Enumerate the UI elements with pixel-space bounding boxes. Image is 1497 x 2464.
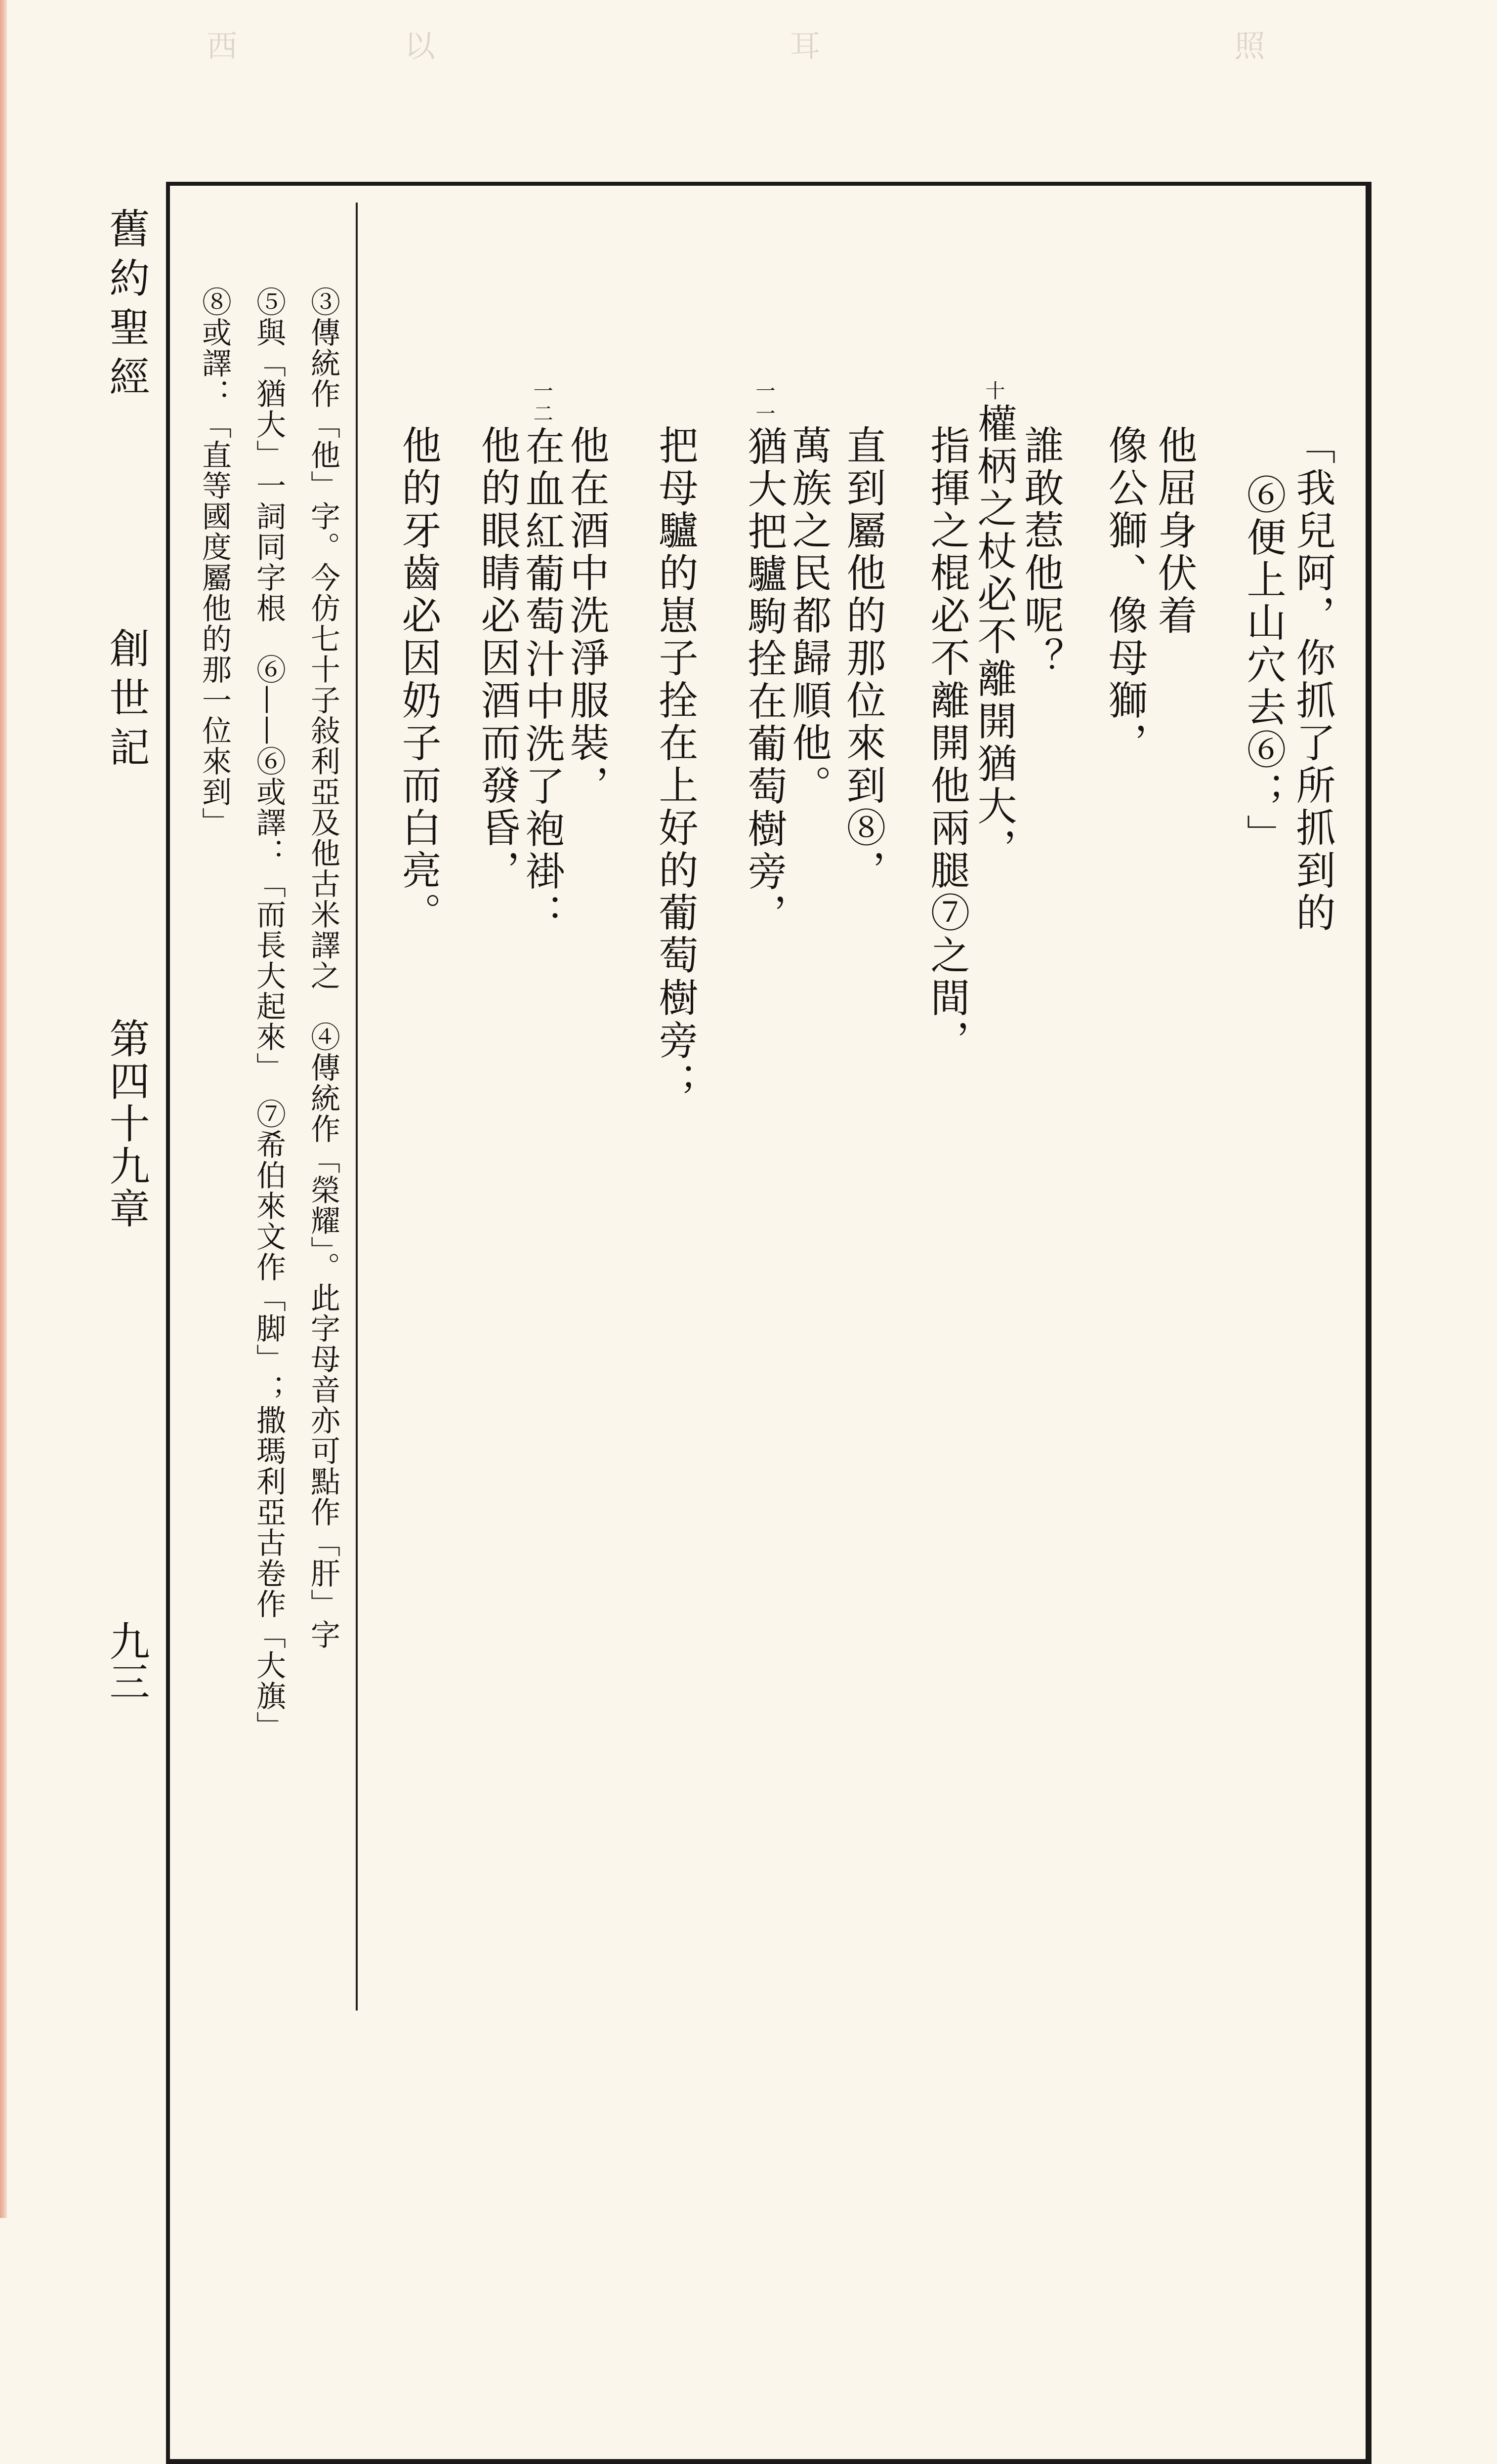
verse-line [474,425,520,2055]
footnote-line: ⑤與「猶大」一詞同字根 ⑥——⑥或譯：「而長大起來」 ⑦希伯來文作「脚」；撒瑪利亞古卷作「大旗」 [251,287,286,1742]
verse-text: 在血紅葡萄汁中洗了袍褂： [519,426,565,936]
verse-text: 誰敢惹他呢？ [1018,425,1064,680]
verse-line [395,425,441,2055]
verse-text: ⑥便上山穴去⑥；」 [1240,474,1286,857]
footnote-line: ③傳統作「他」字。今仿七十子敍利亞及他古米譯之 ④傳統作「榮耀」。此字母音亦可點作「肝」字 [306,287,340,1650]
footnote-line: ⑧或譯：「直等國度屬他的那一位來到」 [197,287,232,838]
bleed-char: 照 [1229,30,1265,62]
bleed-char: 以 [399,30,435,62]
footnote-divider [356,203,358,2011]
verse-text: 他在酒中洗淨服裝， [563,425,609,807]
verse-line [1018,425,1063,2055]
verse-number: 十 [982,380,1005,403]
verse-line [1289,425,1335,2055]
verse-line [1240,474,1286,2104]
verse-line [840,425,885,2055]
verse-number: 一一 [752,380,775,426]
verse-line [563,425,609,2055]
verse-text: 權柄之杖必不離開猶大， [971,403,1017,870]
chapter-title: 第四十九章 [103,1018,150,1230]
verse-line [786,425,831,2055]
verse-text: 直到屬他的那位來到⑧， [840,425,886,892]
page-number: 九三 [103,1620,150,1701]
verse-line [924,425,969,2055]
verse-line [1102,425,1147,2055]
verse-text: 他屈身伏着 [1151,425,1197,637]
verse-text: 他的牙齒必因奶子而白亮。 [395,425,441,935]
book-title: 舊約聖經 [103,207,150,405]
verse-text: 像公獅、像母獅， [1102,425,1148,765]
bleed-char: 西 [202,30,238,62]
book-name: 創世記 [103,627,150,776]
verse-line [971,380,1016,2011]
verse-number: 一二 [530,380,553,426]
bleed-char: 耳 [785,30,821,62]
verse-line [652,425,698,2055]
paper-edge [0,0,7,2218]
running-header [99,207,153,1887]
verse-text: 他的眼睛必因酒而發昏， [474,425,520,892]
verse-line [519,380,564,2011]
verse-line [1151,425,1197,2055]
verse-text: 猶大把驢駒拴在葡萄樹旁， [741,426,787,936]
verse-text: 萬族之民都歸順他。 [786,425,832,807]
verse-text: 指揮之棍必不離開他兩腿⑦之間， [924,425,970,1062]
verse-line [741,380,787,2011]
verse-text: 把母驢的崽子拴在上好的葡萄樹旁； [652,425,698,1105]
verse-text: 「我兒阿，你抓了所抓到的 [1289,425,1335,935]
